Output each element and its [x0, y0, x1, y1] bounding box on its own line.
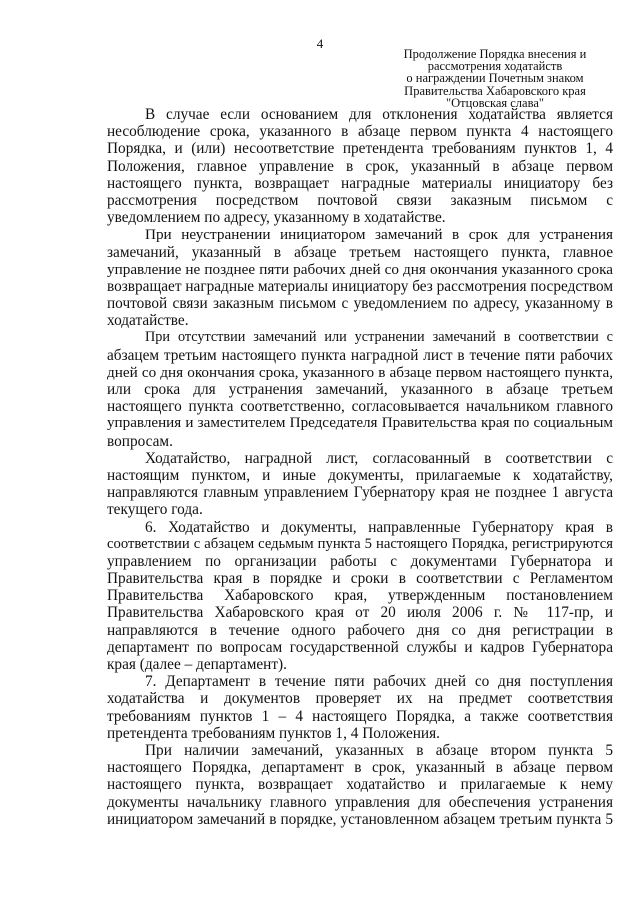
text-line: управление не позднее пяти рабочих дней со дня окончания указанного срока [107, 260, 613, 278]
text-line: Правительства Хабаровского края от 20 июля 2006 г. № 117-пр, и [107, 604, 613, 622]
paragraph [107, 673, 613, 742]
text-line: дней со дня окончания срока, указанного в абзаце первом настоящего пункта, [107, 363, 613, 381]
paragraph [107, 450, 613, 519]
text-line: 7. Департамент в течение пяти рабочих дней со дня поступления [145, 673, 613, 691]
running-header-line: Правительства Хабаровского края [404, 83, 586, 98]
text-line: настоящим пунктом, и иные документы, прилагаемые к ходатайству, [107, 466, 613, 484]
text-line: требованиям пунктов 1 – 4 настоящего Порядка, а также соответствия [107, 707, 613, 725]
text-line: инициатором замечаний в порядке, установленном абзацем третьим пункта 5 [107, 810, 613, 828]
text-line: При неустранении инициатором замечаний в срок для устранения [145, 226, 613, 244]
paragraph [107, 226, 613, 329]
text-line: направляются в течение одного рабочего дня со дня регистрации в [107, 621, 613, 639]
text-line: управления и заместителем Председателя Правительства края по социальным [107, 415, 613, 432]
text-line: несоблюдение срока, указанного в абзаце первом пункта 4 настоящего [107, 123, 613, 141]
text-line: текущего года. [107, 501, 203, 519]
text-line: претендента требованиям пунктов 1, 4 Положения. [107, 724, 440, 742]
text-line: документы начальнику главного управления для обеспечения устранения [107, 793, 613, 811]
running-header-line: Продолжение Порядка внесения и [403, 47, 587, 61]
text-line: уведомлением по адресу, указанному в ходатайстве. [107, 209, 446, 227]
text-line: Ходатайство, наградной лист, согласованный в соответствии с [145, 449, 613, 467]
text-line: настоящего Порядка, департамент в срок, указанный в абзаце первом [107, 759, 613, 777]
running-header-line: рассмотрения ходатайств [427, 59, 563, 74]
text-line: управлением по организации работы с документами Губернатора и [107, 552, 613, 570]
page-number: 4 [316, 36, 324, 51]
text-line: возвращает наградные материалы инициатору без рассмотрения посредством [107, 277, 613, 295]
paragraph [107, 329, 613, 449]
running-header-line: о награждении Почетным знаком [406, 71, 584, 86]
running-header-line: "Отцовская слава" [446, 95, 544, 110]
text-line: почтовой связи заказным письмом с уведомлением по адресу, указанному в [107, 295, 613, 313]
text-line: настоящего пункта, возвращает ходатайство и прилагаемые к нему [107, 776, 613, 794]
text-line: Правительства Хабаровского края, утвержденным постановлением [107, 587, 613, 605]
text-line: замечаний, указанный в абзаце третьем настоящего пункта, главное [107, 243, 613, 261]
paragraph [107, 106, 613, 226]
text-line: ходатайстве. [107, 312, 189, 330]
text-line: При наличии замечаний, указанных в абзаце втором пункта 5 [145, 741, 613, 759]
text-line: рассмотрения посредством почтовой связи заказным письмом с [107, 191, 613, 209]
text-line: абзацем третьим настоящего пункта наградной лист в течение пяти рабочих [107, 346, 613, 364]
text-line: Положения, главное управление в срок, указанный в абзаце первом [107, 157, 613, 175]
text-line: В случае если основанием для отклонения ходатайства является [145, 106, 613, 123]
text-line: соответствии с абзацем седьмым пункта 5 настоящего Порядка, регистрируются [107, 535, 613, 552]
text-line: Правительства края в порядке и сроки в соответствии с Регламентом [107, 570, 613, 588]
text-line: края (далее – департамент). [107, 656, 287, 673]
text-line: 6. Ходатайство и документы, направленные Губернатору края в [145, 518, 613, 536]
text-line: вопросам. [107, 432, 173, 450]
text-line: направляются главным управлением Губернатору края не позднее 1 августа [107, 484, 613, 502]
paragraph [107, 519, 613, 674]
text-line: При отсутствии замечаний или устранении замечаний в соответствии с [145, 329, 613, 346]
running-header [380, 48, 610, 109]
body-text [107, 106, 613, 828]
paragraph [107, 742, 613, 828]
text-line: департамент по вопросам государственной службы и кадров Губернатора [107, 638, 613, 656]
text-line: или срока для устранения замечаний, указанного в абзаце третьем [107, 381, 613, 398]
text-line: настоящего пункта соответственно, согласовывается начальником главного [107, 398, 613, 416]
text-line: ходатайства и документов проверяет их на предмет соответствия [107, 690, 613, 708]
text-line: настоящего пункта, возвращает наградные материалы инициатору без [107, 174, 613, 192]
text-line: Порядка, и (или) несоответствие претендента требованиям пунктов 1, 4 [107, 140, 613, 158]
